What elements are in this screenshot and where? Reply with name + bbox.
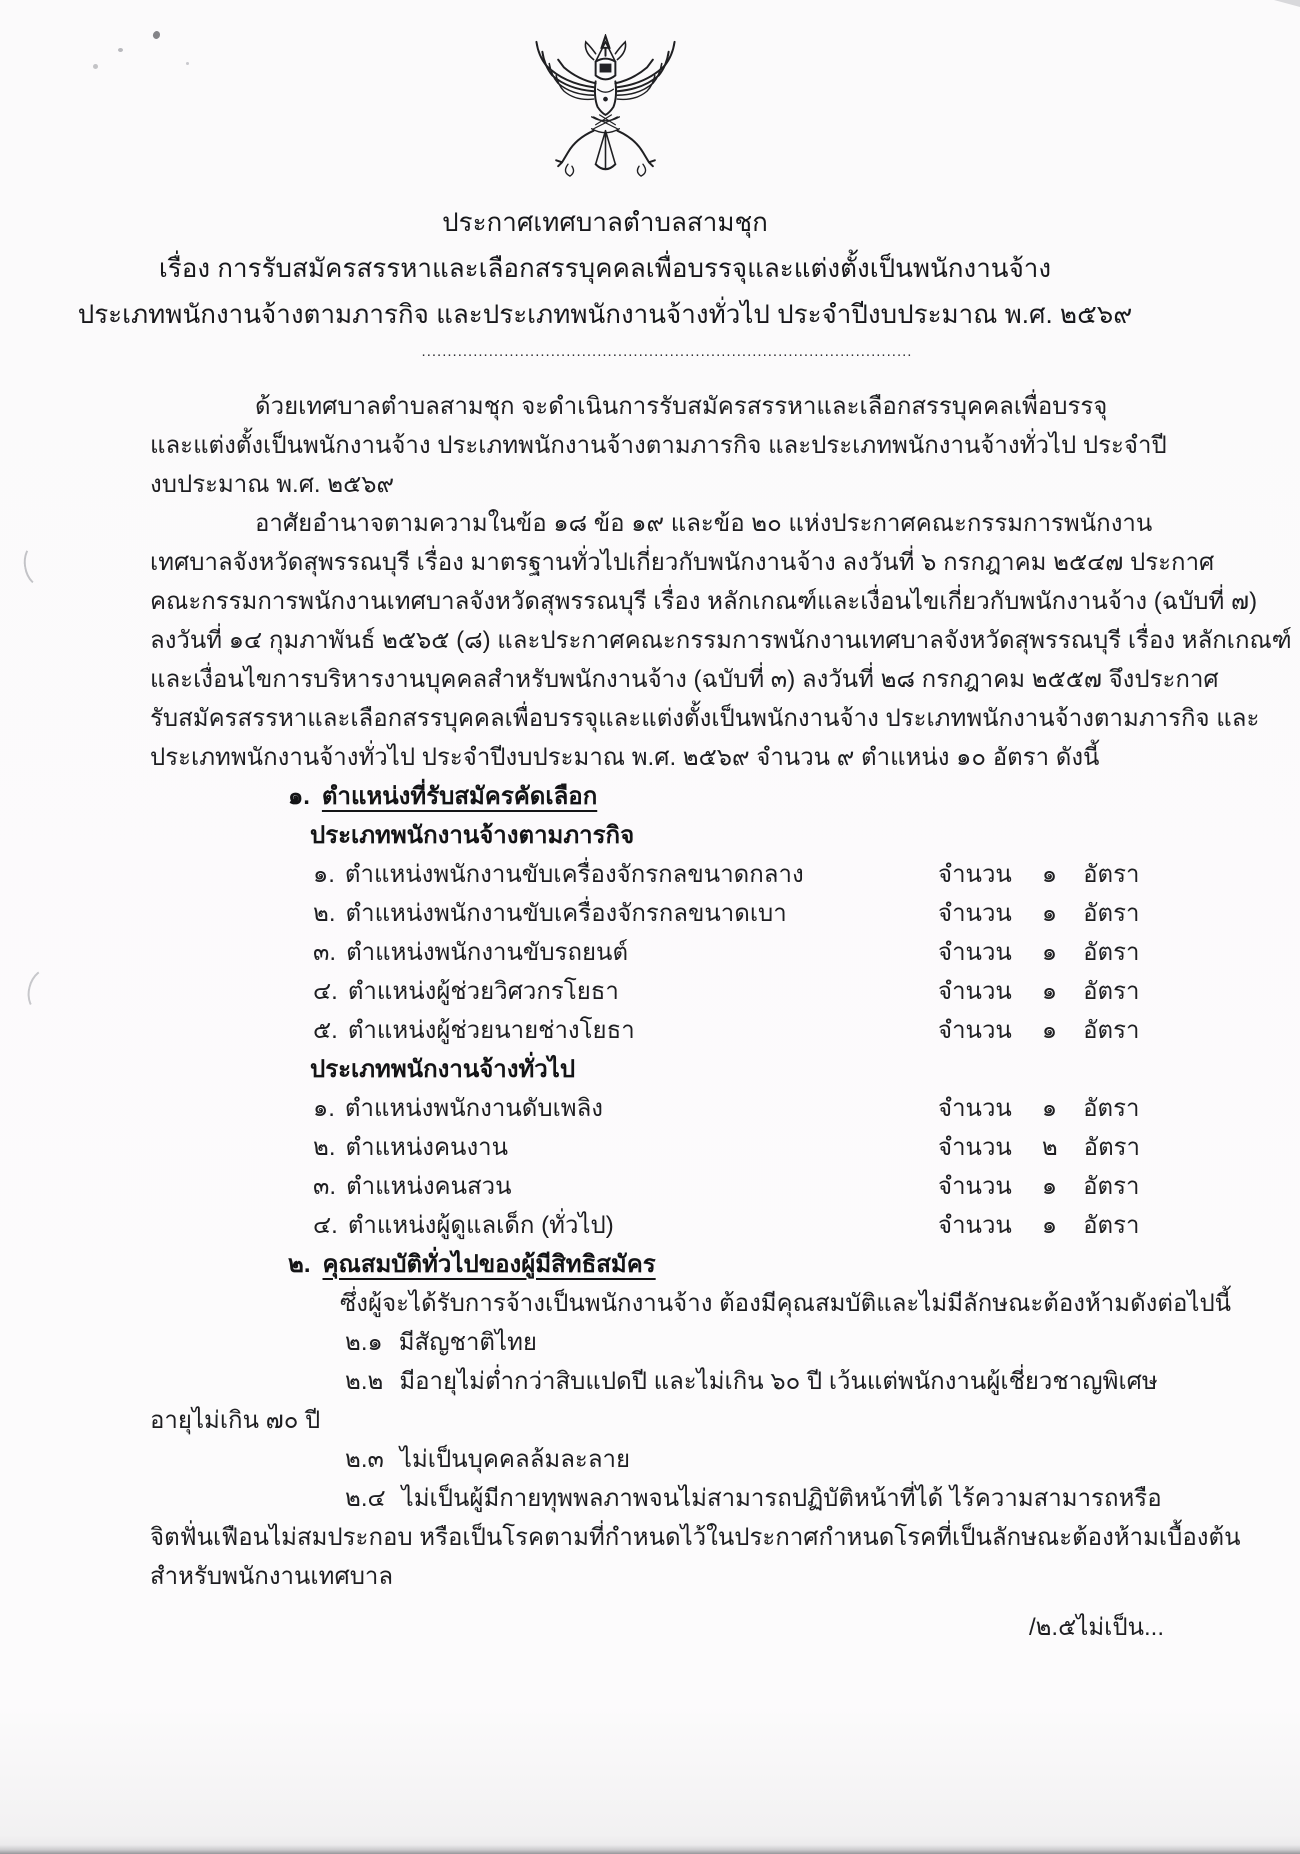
position-title: ตำแหน่งผู้ช่วยวิศวกรโยธา xyxy=(347,978,619,1005)
position-count xyxy=(938,1128,1140,1167)
garuda-emblem xyxy=(0,0,1255,187)
section-number: ๑. xyxy=(288,783,310,810)
position-row xyxy=(150,1128,1170,1167)
count-label: จำนวน xyxy=(938,939,1012,966)
section-1-heading xyxy=(150,777,1170,816)
count-unit: อัตรา xyxy=(1083,900,1140,927)
position-count xyxy=(938,933,1139,972)
paragraph-line: ด้วยเทศบาลตำบลสามชุก จะดำเนินการรับสมัครสรรหาและเลือกสรรบุคคลเพื่อบรรจุ xyxy=(255,393,1108,420)
position-title: ตำแหน่งพนักงานขับเครื่องจักรกลขนาดเบา xyxy=(345,900,787,927)
count-unit: อัตรา xyxy=(1083,1134,1141,1161)
position-groups xyxy=(150,816,1170,1245)
position-row xyxy=(150,1089,1170,1128)
count-value: ๑ xyxy=(1041,939,1058,966)
position-count xyxy=(938,855,1139,894)
clause-text: มีอายุไม่ต่ำกว่าสิบแปดปี และไม่เกิน ๖๐ ปี เว้นแต่พนักงานผู้เชี่ยวชาญพิเศษ xyxy=(399,1368,1158,1395)
count-value: ๑ xyxy=(1041,1095,1058,1122)
count-label: จำนวน xyxy=(938,1017,1012,1044)
scan-bottom-shadow xyxy=(0,1845,1300,1854)
position-number: ๑. xyxy=(313,1095,335,1122)
position-row xyxy=(150,855,1170,894)
paragraph-line: รับสมัครสรรหาและเลือกสรรบุคคลเพื่อบรรจุและแต่งตั้งเป็นพนักงานจ้าง ประเภทพนักงานจ้างตามภารกิจ และ xyxy=(150,705,1260,732)
paragraph-line: งบประมาณ พ.ศ. ๒๕๖๙ xyxy=(150,471,395,498)
position-row xyxy=(150,1167,1170,1206)
count-label: จำนวน xyxy=(938,1173,1012,1200)
position-number: ๕. xyxy=(313,1017,338,1044)
position-row xyxy=(150,1011,1170,1050)
section-2-intro: ซึ่งผู้จะได้รับการจ้างเป็นพนักงานจ้าง ต้องมีคุณสมบัติและไม่มีลักษณะต้องห้ามดังต่อไปนี้ xyxy=(340,1290,1232,1317)
count-unit: อัตรา xyxy=(1083,1212,1140,1239)
section-2-heading xyxy=(150,1245,1170,1284)
clause-row xyxy=(150,1440,1170,1479)
subject-line-2: ประเภทพนักงานจ้างตามภารกิจ และประเภทพนักงานจ้างทั่วไป ประจำปีงบประมาณ พ.ศ. ๒๕๖๙ xyxy=(77,299,1133,329)
clause-text: ไม่เป็นผู้มีกายทุพพลภาพจนไม่สามารถปฏิบัติหน้าที่ได้ ไร้ความสามารถหรือ xyxy=(401,1485,1162,1512)
clause-text: ไม่เป็นบุคคลล้มละลาย xyxy=(399,1446,631,1473)
count-value: ๑ xyxy=(1041,900,1058,927)
clause-row xyxy=(150,1479,1170,1518)
paragraph-line: ประเภทพนักงานจ้างทั่วไป ประจำปีงบประมาณ พ.ศ. ๒๕๖๙ จำนวน ๙ ตำแหน่ง ๑๐ อัตรา ดังนี้ xyxy=(150,744,1100,771)
position-count xyxy=(938,1206,1139,1245)
clause-continuation: จิตฟั่นเฟือนไม่สมประกอบ หรือเป็นโรคตามที่กำหนดไว้ในประกาศกำหนดโรคที่เป็นลักษณะต้องห้ามเบื้องต้น xyxy=(150,1524,1241,1551)
subject-line-1: เรื่อง การรับสมัครสรรหาและเลือกสรรบุคคลเพื่อบรรจุและแต่งตั้งเป็นพนักงานจ้าง xyxy=(158,253,1052,283)
clause-number: ๒.๒ xyxy=(345,1368,384,1395)
position-count xyxy=(938,1089,1139,1128)
count-value: ๑ xyxy=(1041,1212,1058,1239)
paragraph-line: เทศบาลจังหวัดสุพรรณบุรี เรื่อง มาตรฐานทั่วไปเกี่ยวกับพนักงานจ้าง ลงวันที่ ๖ กรกฎาคม ๒๕๔๗ ประกาศ xyxy=(150,549,1215,576)
count-label: จำนวน xyxy=(938,861,1012,888)
clause-continuation: สำหรับพนักงานเทศบาล xyxy=(150,1563,394,1590)
count-value: ๑ xyxy=(1041,861,1058,888)
paragraph-authority xyxy=(150,504,1292,777)
document-body xyxy=(0,387,1300,1647)
count-label: จำนวน xyxy=(938,900,1012,927)
count-unit: อัตรา xyxy=(1083,939,1140,966)
count-value: ๑ xyxy=(1041,978,1058,1005)
clause-continuation: อายุไม่เกิน ๗๐ ปี xyxy=(150,1407,321,1434)
position-title: ตำแหน่งพนักงานดับเพลิง xyxy=(344,1095,604,1122)
count-label: จำนวน xyxy=(938,1095,1012,1122)
clause-text: มีสัญชาติไทย xyxy=(398,1329,537,1356)
paragraph-line: อาศัยอำนาจตามความในข้อ ๑๘ ข้อ ๑๙ และข้อ ๒๐ แห่งประกาศคณะกรรมการพนักงาน xyxy=(255,510,1153,537)
position-row xyxy=(150,1206,1170,1245)
clause-row xyxy=(150,1323,1170,1362)
position-group-heading: ประเภทพนักงานจ้างตามภารกิจ xyxy=(310,822,635,849)
paragraph-line: ลงวันที่ ๑๔ กุมภาพันธ์ ๒๕๖๕ (๘) และประกาศคณะกรรมการพนักงานเทศบาลจังหวัดสุพรรณบุรี เรื่อง หลักเกณฑ์ xyxy=(150,627,1292,654)
position-title: ตำแหน่งผู้ช่วยนายช่างโยธา xyxy=(347,1017,635,1044)
position-group-heading: ประเภทพนักงานจ้างทั่วไป xyxy=(310,1056,576,1083)
count-value: ๑ xyxy=(1041,1017,1058,1044)
section-title: คุณสมบัติทั่วไปของผู้มีสิทธิสมัคร xyxy=(322,1251,656,1278)
position-number: ๔. xyxy=(313,978,338,1005)
position-number: ๒. xyxy=(313,1134,336,1161)
paragraph-line: และแต่งตั้งเป็นพนักงานจ้าง ประเภทพนักงานจ้างตามภารกิจ และประเภทพนักงานจ้างทั่วไป ประจำปี xyxy=(150,432,1167,459)
position-title: ตำแหน่งคนสวน xyxy=(346,1173,512,1200)
position-title: ตำแหน่งผู้ดูแลเด็ก (ทั่วไป) xyxy=(347,1212,614,1239)
position-count xyxy=(938,1011,1139,1050)
position-title: ตำแหน่งพนักงานขับเครื่องจักรกลขนาดกลาง xyxy=(344,861,804,888)
document-header xyxy=(0,199,1255,361)
count-label: จำนวน xyxy=(938,978,1012,1005)
next-page-note: /๒.๕ไม่เป็น... xyxy=(1028,1614,1164,1641)
count-label: จำนวน xyxy=(938,1212,1012,1239)
count-label: จำนวน xyxy=(938,1134,1012,1161)
clause-number: ๒.๑ xyxy=(345,1329,383,1356)
count-unit: อัตรา xyxy=(1083,1173,1140,1200)
position-title: ตำแหน่งคนงาน xyxy=(345,1134,509,1161)
count-value: ๒ xyxy=(1041,1134,1058,1161)
qualification-clauses xyxy=(150,1323,1241,1596)
count-unit: อัตรา xyxy=(1083,1017,1140,1044)
position-count xyxy=(938,894,1139,933)
position-number: ๒. xyxy=(313,900,336,927)
section-title: ตำแหน่งที่รับสมัครคัดเลือก xyxy=(321,783,598,810)
position-number: ๓. xyxy=(313,1173,337,1200)
divider-dotted-line: ............................................................................................... xyxy=(421,343,913,360)
paragraph-intro xyxy=(150,387,1170,504)
paragraph-line: และเงื่อนไขการบริหารงานบุคคลสำหรับพนักงานจ้าง (ฉบับที่ ๓) ลงวันที่ ๒๘ กรกฎาคม ๒๕๕๗ จึงประกาศ xyxy=(150,666,1219,693)
clause-number: ๒.๔ xyxy=(345,1485,386,1512)
position-number: ๓. xyxy=(313,939,337,966)
count-unit: อัตรา xyxy=(1083,978,1140,1005)
position-number: ๔. xyxy=(313,1212,338,1239)
document-title: ประกาศเทศบาลตำบลสามชุก xyxy=(442,207,768,237)
count-value: ๑ xyxy=(1041,1173,1058,1200)
position-row xyxy=(150,894,1170,933)
clause-number: ๒.๓ xyxy=(345,1446,384,1473)
paragraph-line: คณะกรรมการพนักงานเทศบาลจังหวัดสุพรรณบุรี เรื่อง หลักเกณฑ์และเงื่อนไขเกี่ยวกับพนักงานจ้าง (ฉบับที่ ๗) xyxy=(150,588,1258,615)
position-count xyxy=(938,1167,1139,1206)
position-number: ๑. xyxy=(313,861,335,888)
count-unit: อัตรา xyxy=(1083,861,1140,888)
count-unit: อัตรา xyxy=(1083,1095,1140,1122)
position-row xyxy=(150,933,1170,972)
scan-artifact xyxy=(1274,0,1300,7)
section-number: ๒. xyxy=(288,1251,311,1278)
position-count xyxy=(938,972,1139,1011)
position-title: ตำแหน่งพนักงานขับรถยนต์ xyxy=(346,939,629,966)
position-row xyxy=(150,972,1170,1011)
clause-row xyxy=(150,1362,1170,1401)
